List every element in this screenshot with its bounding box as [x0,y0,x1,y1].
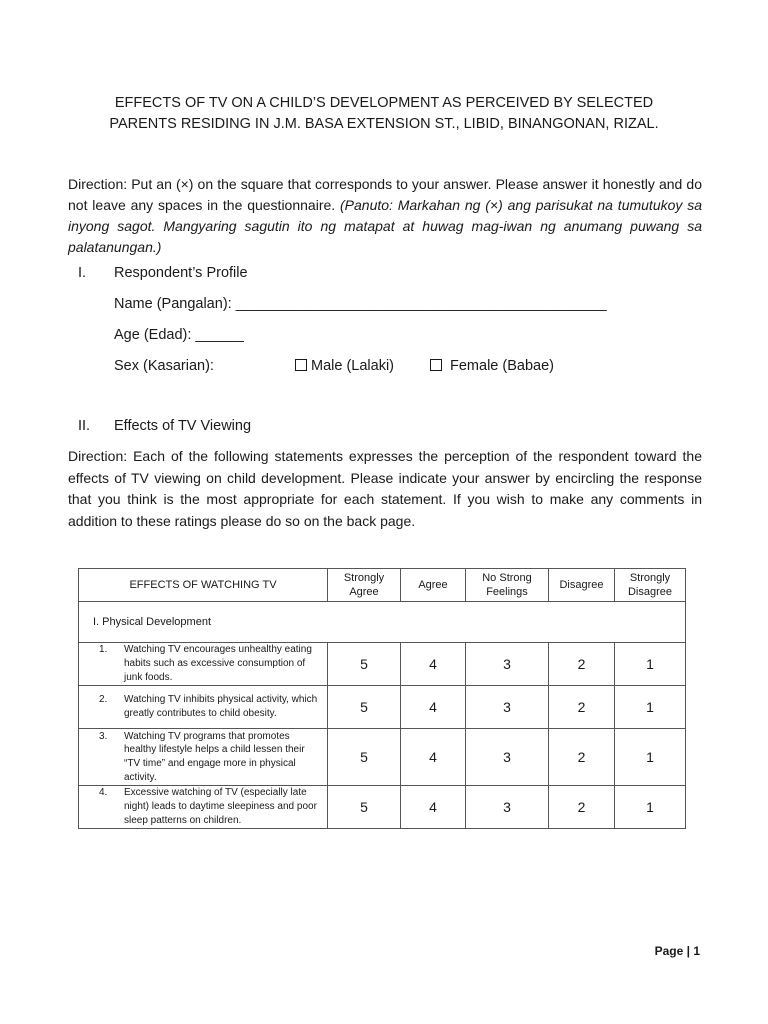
table-row [79,643,686,686]
rating-table [78,568,686,829]
row-statement: Watching TV encourages unhealthy eating habits such as excessive consumption of junk foods. [124,644,312,683]
rating-1[interactable]: 1 [615,729,686,786]
rating-5[interactable]: 5 [328,786,401,829]
direction-tagalog: (Panuto: Markahan ng (×) ang parisukat na tumutukoy sa inyong sagot. Mangyaring sagutin ito ng matapat at huwag mag-iwan ng anumang puwang sa palatanungan.) [68,197,703,255]
sex-field [114,358,214,374]
section-1-title: Respondent’s Profile [114,265,248,281]
rating-3[interactable]: 3 [466,786,549,829]
title-line-2: PARENTS RESIDING IN J.M. BASA EXTENSION ST., LIBID, BINANGONAN, RIZAL. [109,116,659,132]
rating-4[interactable]: 4 [401,729,466,786]
rating-3[interactable]: 3 [466,729,549,786]
table-row [79,729,686,786]
row-statement: Watching TV inhibits physical activity, which greatly contributes to child obesity. [124,694,318,719]
header-statement: EFFECTS OF WATCHING TV [79,569,328,602]
section-2-number: II. [78,418,91,434]
rating-1[interactable]: 1 [615,786,686,829]
rating-5[interactable]: 5 [328,643,401,686]
age-field[interactable]: Age (Edad): ______ [114,327,244,343]
header-disagree: Disagree [549,569,615,602]
rating-4[interactable]: 4 [401,643,466,686]
name-field[interactable]: Name (Pangalan): ______________________________________________ [114,296,607,312]
male-checkbox[interactable] [295,359,307,371]
row-number: 1. [99,644,108,656]
rating-3[interactable]: 3 [466,643,549,686]
header-strongly-agree: Strongly Agree [328,569,401,602]
female-label: Female (Babae) [450,358,554,374]
direction-paragraph [68,174,702,258]
section-2-direction: Direction: Each of the following statements expresses the perception of the respondent toward the effects of TV viewing on child development. Please indicate your answer by encircling the response that you think is the most appropriate for each statement. If you wish to make any comments in addition to these ratings please do so on the back page. [68,448,702,529]
row-statement: Watching TV programs that promotes healthy lifestyle helps a child lessen their “TV time” and engage more in physical activity. [124,730,305,783]
section-2-heading [78,418,251,434]
sex-option-male[interactable] [295,358,394,374]
male-label: Male (Lalaki) [311,358,394,374]
rating-4[interactable]: 4 [401,786,466,829]
rating-2[interactable]: 2 [549,729,615,786]
rating-5[interactable]: 5 [328,729,401,786]
category-row [79,602,686,643]
rating-2[interactable]: 2 [549,786,615,829]
rating-3[interactable]: 3 [466,686,549,729]
table-header-row [79,569,686,602]
sex-option-female[interactable] [430,358,554,374]
row-number: 2. [99,694,108,706]
direction-english: Direction: Put an (×) on the square that corresponds to your answer. Please answer it honestly and do not leave any spaces in the questionnaire. [68,176,702,213]
header-strongly-disagree: Strongly Disagree [615,569,686,602]
title-line-1: EFFECTS OF TV ON A CHILD’S DEVELOPMENT AS PERCEIVED BY SELECTED [114,95,654,111]
rating-4[interactable]: 4 [401,686,466,729]
page-number: Page | 1 [654,944,700,958]
table-row [79,686,686,729]
section-2-title: Effects of TV Viewing [114,418,252,434]
rating-1[interactable]: 1 [615,686,686,729]
rating-1[interactable]: 1 [615,643,686,686]
header-no-strong-feelings: No Strong Feelings [466,569,549,602]
row-number: 3. [99,730,108,742]
rating-2[interactable]: 2 [549,643,615,686]
sex-label: Sex (Kasarian): [114,358,214,374]
header-agree: Agree [401,569,466,602]
female-checkbox[interactable] [430,359,442,371]
rating-2[interactable]: 2 [549,686,615,729]
section-1-heading [78,265,248,281]
section-1-number: I. [78,265,87,281]
row-statement: Excessive watching of TV (especially late night) leads to daytime sleepiness and poor sleep patterns on children. [124,787,317,826]
category-label: I. Physical Development [79,602,686,643]
rating-5[interactable]: 5 [328,686,401,729]
document-title [60,93,708,135]
row-number: 4. [99,787,108,799]
table-row [79,786,686,829]
